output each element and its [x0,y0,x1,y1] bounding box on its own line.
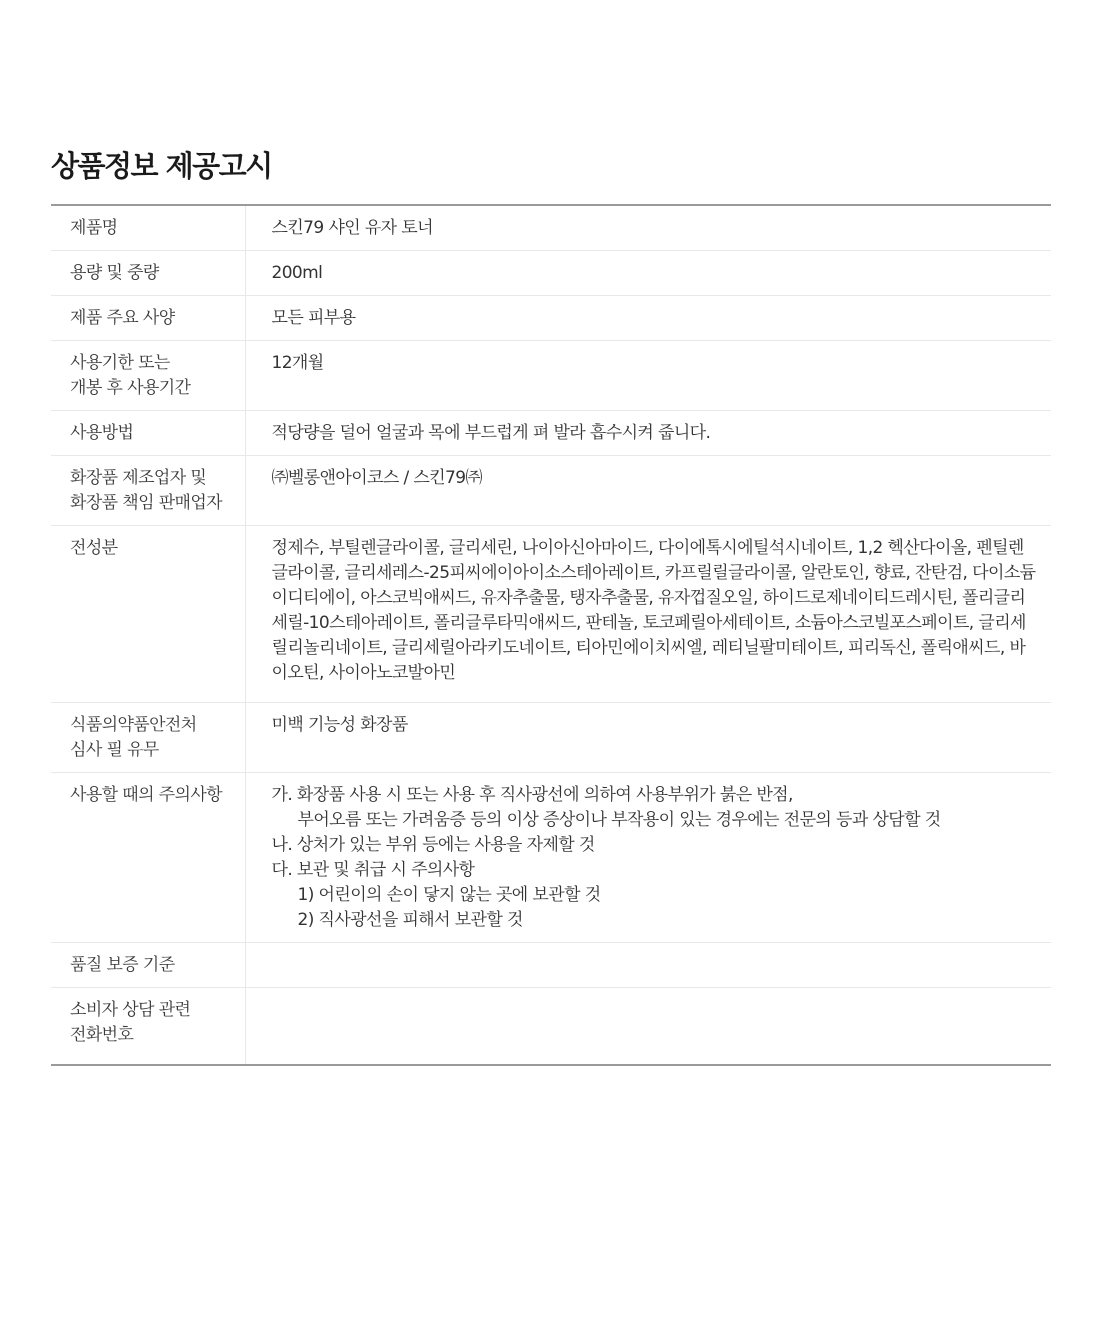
row-value: 적당량을 덜어 얼굴과 목에 부드럽게 펴 발라 흡수시켜 줍니다. [245,411,1051,456]
table-row [51,341,1051,411]
row-value: 모든 피부용 [245,296,1051,341]
table-row [51,773,1051,943]
ingredients-value: 정제수, 부틸렌글라이콜, 글리세린, 나이아신아마이드, 다이에톡시에틸석시네이트, 1,2 헥산다이올, 펜틸렌글라이콜, 글리세레스-25피씨에이아이소스테아레이트, 카프릴릴글라이콜, 알란토인, 향료, 잔탄검, 다이소듐이디티에이, 아스코빅애씨드, 유자추출물, 탱자추출물, 유자껍질오일, 하이드로제네이티드레시틴, 폴리글리세릴-10스테아레이트, 폴리글루타믹애씨드, 판테놀, 토코페릴아세테이트, 소듐아스코빌포스페이트, 글리세릴리놀리네이트, 글리세릴아라키도네이트, 티아민에이치씨엘, 레티닐팔미테이트, 피리독신, 폴릭애씨드, 바이오틴, 사이아노코발아민 [245,526,1051,703]
table-row [51,703,1051,773]
row-label: 사용기한 또는 개봉 후 사용기간 [51,341,245,411]
row-label: 제품 주요 사양 [51,296,245,341]
precaution-line: 부어오름 또는 가려움증 등의 이상 증상이나 부작용이 있는 경우에는 전문의 등과 상담할 것 [297,810,941,830]
row-value [245,943,1051,988]
precaution-line: 나. 상처가 있는 부위 등에는 사용을 자제할 것 [271,835,595,855]
table-row [51,988,1051,1066]
row-label: 식품의약품안전처 심사 필 유무 [51,703,245,773]
precaution-line: 가. 화장품 사용 시 또는 사용 후 직사광선에 의하여 사용부위가 붉은 반점, [271,785,793,805]
precaution-line: 다. 보관 및 취급 시 주의사항 [271,860,475,880]
row-value: 스킨79 샤인 유자 토너 [245,205,1051,251]
page-title: 상품정보 제공고시 [51,149,272,183]
row-value: 미백 기능성 화장품 [245,703,1051,773]
row-value: 200ml [245,251,1051,296]
row-label: 소비자 상담 관련 전화번호 [51,988,245,1066]
product-info-table [51,204,1051,1066]
row-label: 사용할 때의 주의사항 [51,773,245,943]
precaution-line: 1) 어린이의 손이 닿지 않는 곳에 보관할 것 [297,885,601,905]
row-label: 화장품 제조업자 및 화장품 책임 판매업자 [51,456,245,526]
table-row [51,251,1051,296]
table-row [51,943,1051,988]
row-value [245,988,1051,1066]
precautions-value [245,773,1051,943]
table-row [51,296,1051,341]
row-label: 전성분 [51,526,245,703]
precaution-line: 2) 직사광선을 피해서 보관할 것 [297,910,523,930]
row-value: 12개월 [245,341,1051,411]
table-row [51,411,1051,456]
row-label: 사용방법 [51,411,245,456]
row-label: 용량 및 중량 [51,251,245,296]
table-row [51,456,1051,526]
table-row [51,526,1051,703]
row-label: 품질 보증 기준 [51,943,245,988]
row-label: 제품명 [51,205,245,251]
table-row [51,205,1051,251]
row-value: ㈜벨롱앤아이코스 / 스킨79㈜ [245,456,1051,526]
